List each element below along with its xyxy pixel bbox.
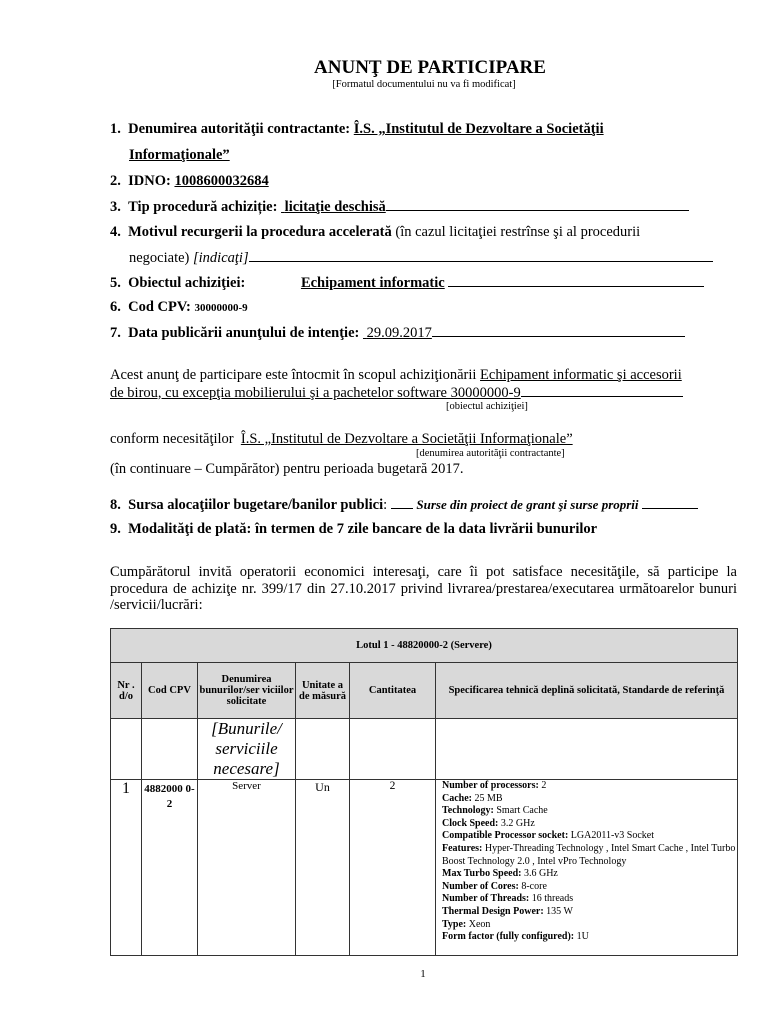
- header-qty: Cantitatea: [350, 663, 436, 719]
- table-row: [111, 780, 738, 956]
- spec-item: Technology: Smart Cache: [442, 805, 548, 817]
- item-accelerated-reason-cont: negociate) [indicaţi]: [129, 249, 713, 267]
- item-object: 5. Obiectul achiziţiei: Echipament informatic: [110, 274, 704, 292]
- spec-item: Number of processors: 2: [442, 780, 547, 791]
- intent-date-value: 29.09.2017: [366, 325, 432, 341]
- item-payment-terms: 9. Modalităţi de plată: în termen de 7 zile bancare de la data livrării bunurilor: [110, 521, 598, 537]
- row-qty: 2: [350, 780, 436, 956]
- authority-paragraph: conform necesităţilor Î.S. „Institutul de Dezvoltare a Societăţii Informaţionale”: [110, 431, 573, 447]
- spec-item: Form factor (fully configured): 1U: [442, 931, 589, 943]
- row-unit: Un: [296, 780, 350, 956]
- purpose-paragraph: Acest anunţ de participare este întocmit în scopul achiziţionării Echipament informatic şi accesorii de birou, cu excepţia mobilierului şi a pachetelor software 30000000-9: [110, 367, 682, 401]
- spec-item: Cache: 25 MB: [442, 792, 503, 804]
- spec-item: Type: Xeon: [442, 918, 491, 930]
- cpv-value: 30000000-9: [194, 302, 248, 314]
- header-unit: Unitate a de măsură: [296, 663, 350, 719]
- row-name: Server: [198, 780, 296, 956]
- object-value: Echipament informatic: [300, 275, 445, 291]
- item-idno: 2. IDNO: 1008600032684: [110, 173, 269, 189]
- authority-caption: [denumirea autorităţii contractante]: [416, 448, 565, 459]
- spec-item: Clock Speed: 3.2 GHz: [442, 817, 535, 829]
- spec-item: Compatible Processor socket: LGA2011-v3 Socket: [442, 830, 655, 842]
- spec-item: Max Turbo Speed: 3.6 GHz: [442, 868, 558, 880]
- spec-item: Features: Hyper-Threading Technology , Intel Smart Cache , Intel Turbo Boost Technology 2.0 , Intel vPro Technology: [442, 842, 736, 867]
- placeholder-cell: [Bunurile/ serviciile necesare]: [198, 719, 296, 780]
- authority-name-line1: Î.S. „Institutul de Dezvoltare a Societăţii: [353, 121, 604, 137]
- invitation-paragraph: Cumpărătorul invită operatorii economici interesaţi, care îi pot satisface necesităţile, să participe la procedura de achiziţe nr. 399/17 din 27.10.2017 privind livrarea/prestarea/executarea următoarelor bunuri /servicii/lucrări:: [110, 564, 737, 613]
- header-cpv: Cod CPV: [142, 663, 198, 719]
- row-spec: [436, 780, 738, 956]
- spec-item: Number of Threads: 16 threads: [442, 893, 574, 905]
- item-accelerated-reason: 4. Motivul recurgerii la procedura accelerată (în cazul licitaţiei restrînse şi al procedurii: [110, 224, 641, 240]
- item-procedure-type: 3. Tip procedură achiziție: licitaţie deschisă: [110, 198, 689, 216]
- spec-item: Thermal Design Power: 135 W: [442, 905, 573, 917]
- funding-source-value: Surse din proiect de grant şi surse proprii: [416, 497, 639, 512]
- row-nr: 1: [111, 780, 142, 956]
- page-title: ANUNŢ DE PARTICIPARE: [314, 57, 546, 78]
- authority-name-line2: Informaţionale”: [129, 147, 230, 163]
- header-nr: Nr . d/o: [111, 663, 142, 719]
- item-intent-date: 7. Data publicării anunţului de intenţie: 29.09.2017: [110, 324, 685, 342]
- procedure-type-value: licitaţie deschisă: [284, 199, 386, 215]
- spec-item: Number of Cores: 8-core: [442, 880, 547, 892]
- row-cpv: 4882000 0-2: [142, 780, 198, 956]
- page-subtitle: [Formatul documentului nu va fi modificat]: [332, 79, 516, 90]
- buyer-paragraph: (în continuare – Cumpărător) pentru perioada bugetară 2017.: [110, 461, 464, 477]
- item-authority-cont: [129, 147, 230, 164]
- lot-title: Lotul 1 - 48820000-2 (Servere): [111, 629, 738, 663]
- idno-value: 1008600032684: [174, 173, 269, 189]
- object-caption: [obiectul achiziţiei]: [446, 401, 528, 412]
- header-name: Denumirea bunurilor/ser viciilor solicitate: [198, 663, 296, 719]
- item-cpv: 6. Cod CPV: 30000000-9: [110, 299, 248, 315]
- item-authority: 1. Denumirea autorităţii contractante: Î.S. „Institutul de Dezvoltare a Societăţii: [110, 121, 604, 137]
- lot-table: [110, 628, 738, 956]
- header-spec: Specificarea tehnică deplină solicitată, Standarde de referinţă: [436, 663, 738, 719]
- item-funding-source: 8. Sursa alocaţiilor bugetare/banilor publici: Surse din proiect de grant şi surse proprii: [110, 496, 698, 514]
- page-number: 1: [420, 968, 426, 980]
